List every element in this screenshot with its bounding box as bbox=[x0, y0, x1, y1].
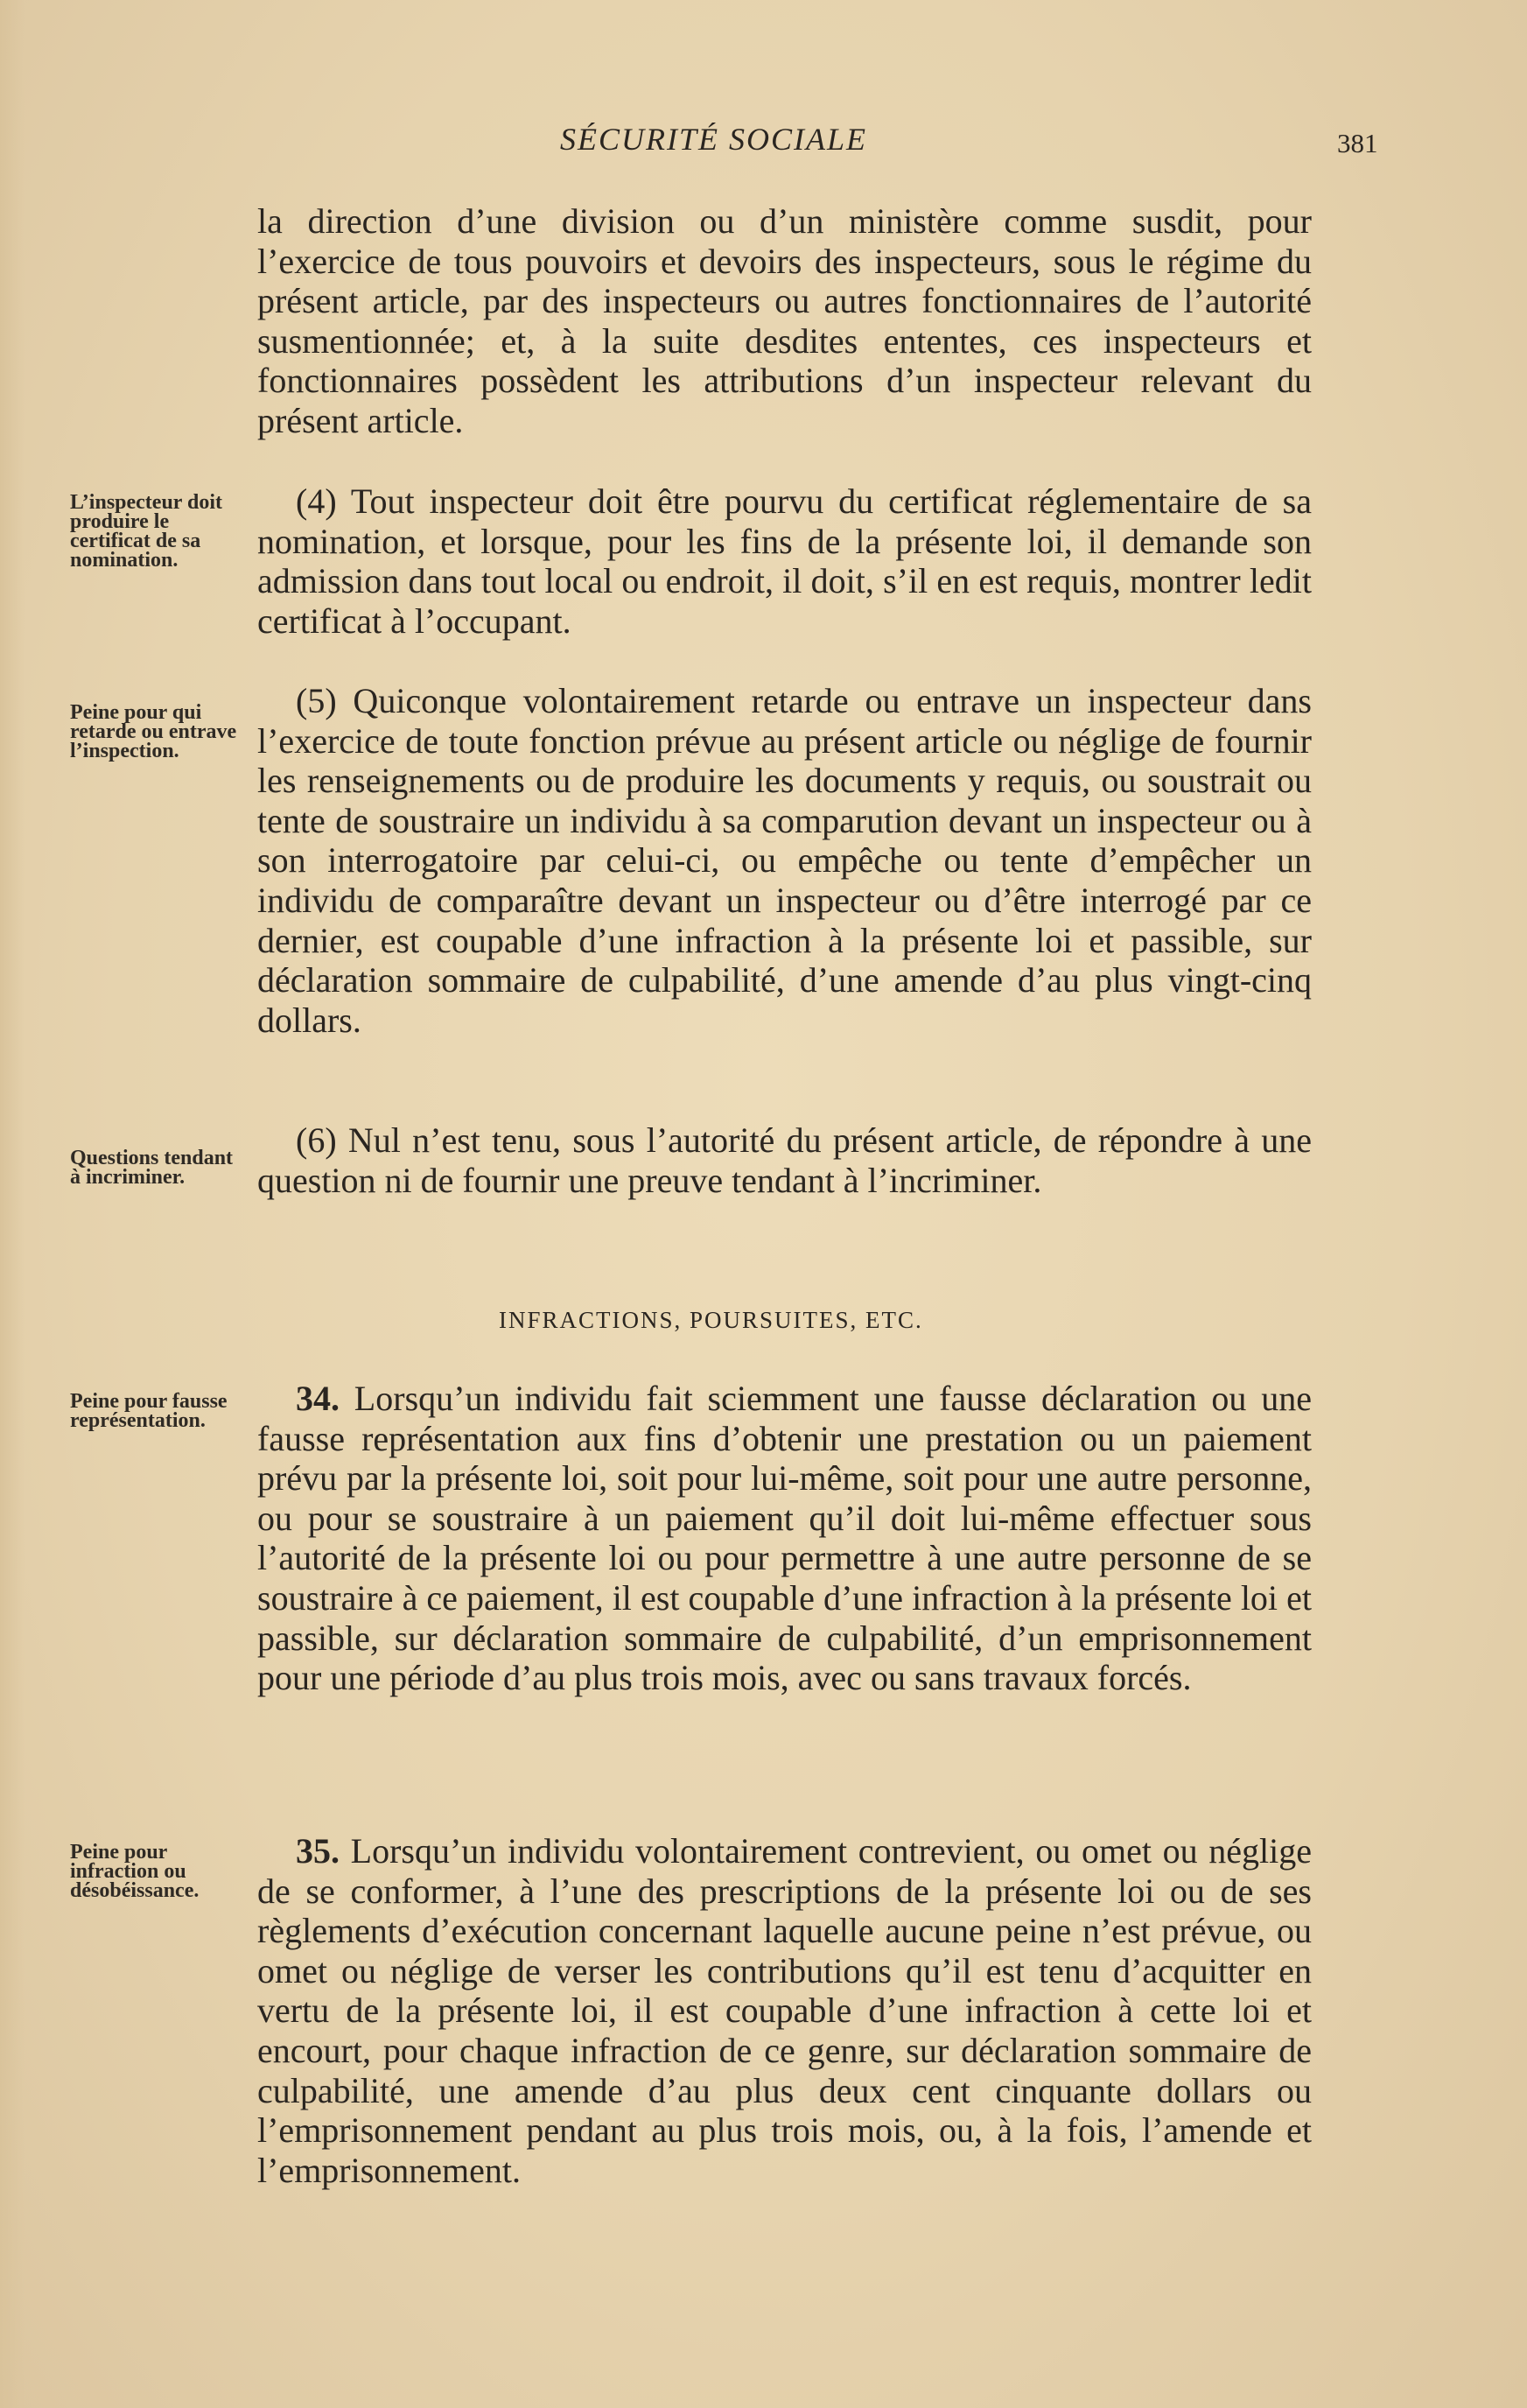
section-34-number: 34. bbox=[296, 1379, 340, 1418]
paragraph-continuation: la direction d’une division ou d’un ministère comme susdit, pour l’exercice de tous pouvoirs et devoirs des inspecteurs, sous le régime du présent article, par des inspecteurs ou autres fonctionnaires de l’autorité susmentionnée; et, à la suite desdites ententes, ces inspecteurs et fonctionnaires possèdent les attributions d’un inspecteur relevant du présent article. bbox=[257, 201, 1312, 440]
paragraph-6: (6) Nul n’est tenu, sous l’autorité du présent article, de répondre à une question ni de fournir une preuve tendant à l’incriminer. bbox=[257, 1120, 1312, 1200]
margin-note-desobeissance: Peine pour infraction ou désobéissance. bbox=[70, 1841, 200, 1902]
section-35-text: Lorsqu’un individu volontairement contrevient, ou omet ou néglige de se conformer, à l’une des prescriptions de la présente loi ou de ses règlements d’exécution concernant laquelle aucune peine n’est prévue, ou omet ou néglige de verser les contributions qu’il est tenu d’acquitter en vertu de la présente loi, il est coupable d’une infraction à cette loi et encourt, pour chaque infraction de ce genre, sur déclaration sommaire de culpabilité, une amende d’au plus deux cent cinquante dollars ou l’emprisonnement pendant au plus trois mois, ou, à la fois, l’amende et l’emprisonnement. bbox=[257, 1831, 1312, 2190]
margin-note-peine-entrave: Peine pour qui retarde ou entrave l’inspection. bbox=[70, 701, 237, 762]
section-35 bbox=[257, 1831, 1312, 2190]
margin-note-fausse-representation: Peine pour fausse représentation. bbox=[70, 1390, 228, 1432]
page-number: 381 bbox=[1337, 128, 1378, 158]
running-title: SÉCURITÉ SOCIALE bbox=[560, 122, 867, 157]
paragraph-4: (4) Tout inspecteur doit être pourvu du certificat réglementaire de sa nomination, et lorsque, pour les fins de la présente loi, il demande son admission dans tout local ou endroit, il doit, s’il en est requis, montrer ledit certificat à l’occupant. bbox=[257, 481, 1312, 641]
margin-note-incriminer: Questions tendant à incriminer. bbox=[70, 1147, 234, 1189]
section-heading: INFRACTIONS, POURSUITES, ETC. bbox=[499, 1307, 923, 1333]
margin-note-certificat: L’inspecteur doit produire le certificat de sa nomination. bbox=[70, 491, 223, 572]
section-34 bbox=[257, 1379, 1312, 1698]
section-34-text: Lorsqu’un individu fait sciemment une fausse déclaration ou une fausse représentation aux fins d’obtenir une prestation ou un paiement prévu par la présente loi, soit pour lui-même, soit pour une autre personne, ou pour se soustraire à un paiement qu’il doit lui-même effectuer sous l’autorité de la présente loi ou pour permettre à une autre personne de se soustraire à ce paiement, il est coupable d’une infraction à la présente loi et passible, sur déclaration sommaire de culpabilité, d’un emprisonnement pour une période d’au plus trois mois, avec ou sans travaux forcés. bbox=[257, 1379, 1312, 1698]
section-35-number: 35. bbox=[296, 1831, 340, 1871]
page-edge-shadow bbox=[0, 0, 25, 2408]
paragraph-5: (5) Quiconque volontairement retarde ou entrave un inspecteur dans l’exercice de toute fonction prévue au présent article ou néglige de fournir les renseignements ou de produire les documents y requis, ou soustrait ou tente de soustraire un individu à sa comparution devant un inspecteur ou à son interrogatoire par celui-ci, ou empêche ou tente d’empêcher un individu de comparaître devant un inspecteur ou d’être interrogé par ce dernier, est coupable d’une infraction à la présente loi et passible, sur déclaration sommaire de culpabilité, d’une amende d’au plus vingt-cinq dollars. bbox=[257, 681, 1312, 1040]
